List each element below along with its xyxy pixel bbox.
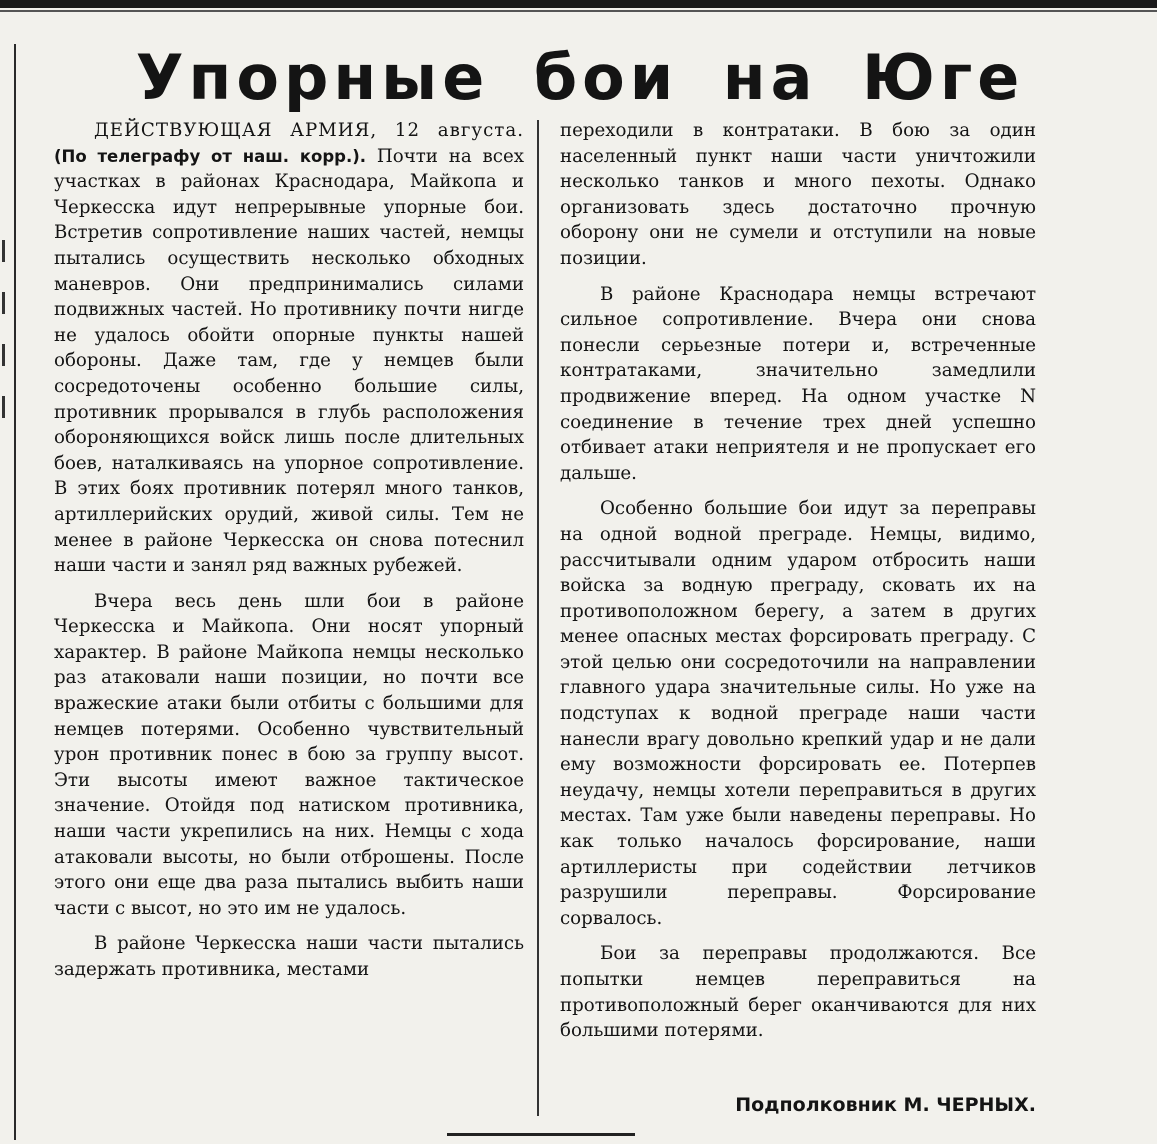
margin-mark: [2, 344, 5, 366]
paragraph-text: Почти на всех участках в районах Краснодара, Майкопа и Черкесска идут непрерывные упорные бои. Встретив сопротивление наших частей, немцы пытались осуществить несколько обходных маневров. Они предпринимались силами подвижных частей. Но противнику почти нигде не удалось обойти опорные пункты нашей обороны. Даже там, где у немцев были сосредоточены особенно большие силы, противник прорывался в глубь расположения обороняющихся войск лишь после длительных боев, наталкиваясь на упорное сопротивление. В этих боях противник потерял много танков, артиллерийских орудий, живой силы. Тем не менее в районе Черкесска он снова потеснил наши части и занял ряд важных рубежей.: [54, 145, 525, 577]
left-margin-marks: [2, 240, 8, 448]
margin-mark: [2, 292, 5, 314]
article-paragraph: [54, 118, 524, 579]
column-divider: [537, 120, 539, 1116]
article-paragraph: Бои за переправы продолжаются. Все попытки немцев переправиться на противоположный берег оканчиваются для них большими потерями.: [560, 943, 1036, 1042]
article-column-right: [560, 118, 1036, 1044]
margin-mark: [2, 396, 5, 418]
article-paragraph: переходили в контратаки. В бою за один населенный пункт наши части уничтожили несколько танков и много пехоты. Однако организовать здесь достаточно прочную оборону они не сумели и отступили на новые позиции.: [560, 120, 1036, 269]
article-headline: Упорные бои на Юге: [135, 41, 1025, 114]
article-paragraph: Особенно большие бои идут за переправы на одной водной преграде. Немцы, видимо, рассчитывали одним ударом отбросить наши войска за водную преграду, сковать их на противоположном берегу, а затем в других менее опасных местах форсировать преграду. С этой целью они сосредоточили на направлении главного удара значительные силы. Но уже на подступах к водной преграде наши части нанесли врагу довольно крепкий удар и не дали ему возможности форсировать ее. Потерпев неудачу, немцы хотели переправиться в других местах. Там уже были наведены переправы. Но как только началось форсирование, наши артиллеристы при содействии летчиков разрушили переправы. Форсирование сорвалось.: [560, 498, 1036, 929]
article-column-left: [54, 118, 524, 983]
top-border-thin-rule: [0, 10, 1157, 12]
author-signature: Подполковник М. ЧЕРНЫХ.: [735, 1094, 1036, 1116]
bottom-separator-rule: [447, 1133, 635, 1136]
article-paragraph: В районе Черкесска наши части пытались задержать противника, местами: [54, 933, 524, 980]
dateline: ДЕЙСТВУЮЩАЯ АРМИЯ, 12 августа.: [94, 120, 524, 141]
top-border-rule: [0, 0, 1157, 8]
source-credit: (По телеграфу от наш. корр.).: [54, 146, 367, 166]
margin-mark: [2, 240, 5, 262]
left-margin-rule: [14, 44, 16, 1140]
article-paragraph: В районе Краснодара немцы встречают сильное сопротивление. Вчера они снова понесли серьезные потери и, встреченные контратаками, значительно замедлили продвижение вперед. На одном участке N соединение в течение трех дней успешно отбивает атаки неприятеля и не пропускает его дальше.: [560, 283, 1036, 484]
article-paragraph: Вчера весь день шли бои в районе Черкесска и Майкопа. Они носят упорный характер. В районе Майкопа немцы несколько раз атаковали наши позиции, но почти все вражеские атаки были отбиты с большими для немцев потерями. Особенно чувствительный урон противник понес в бою за группу высот. Эти высоты имеют важное тактическое значение. Отойдя под натиском противника, наши части укрепились на них. Немцы с хода атаковали высоты, но были отброшены. После этого они еще два раза пытались выбить наши части с высот, но это им не удалось.: [54, 590, 524, 919]
